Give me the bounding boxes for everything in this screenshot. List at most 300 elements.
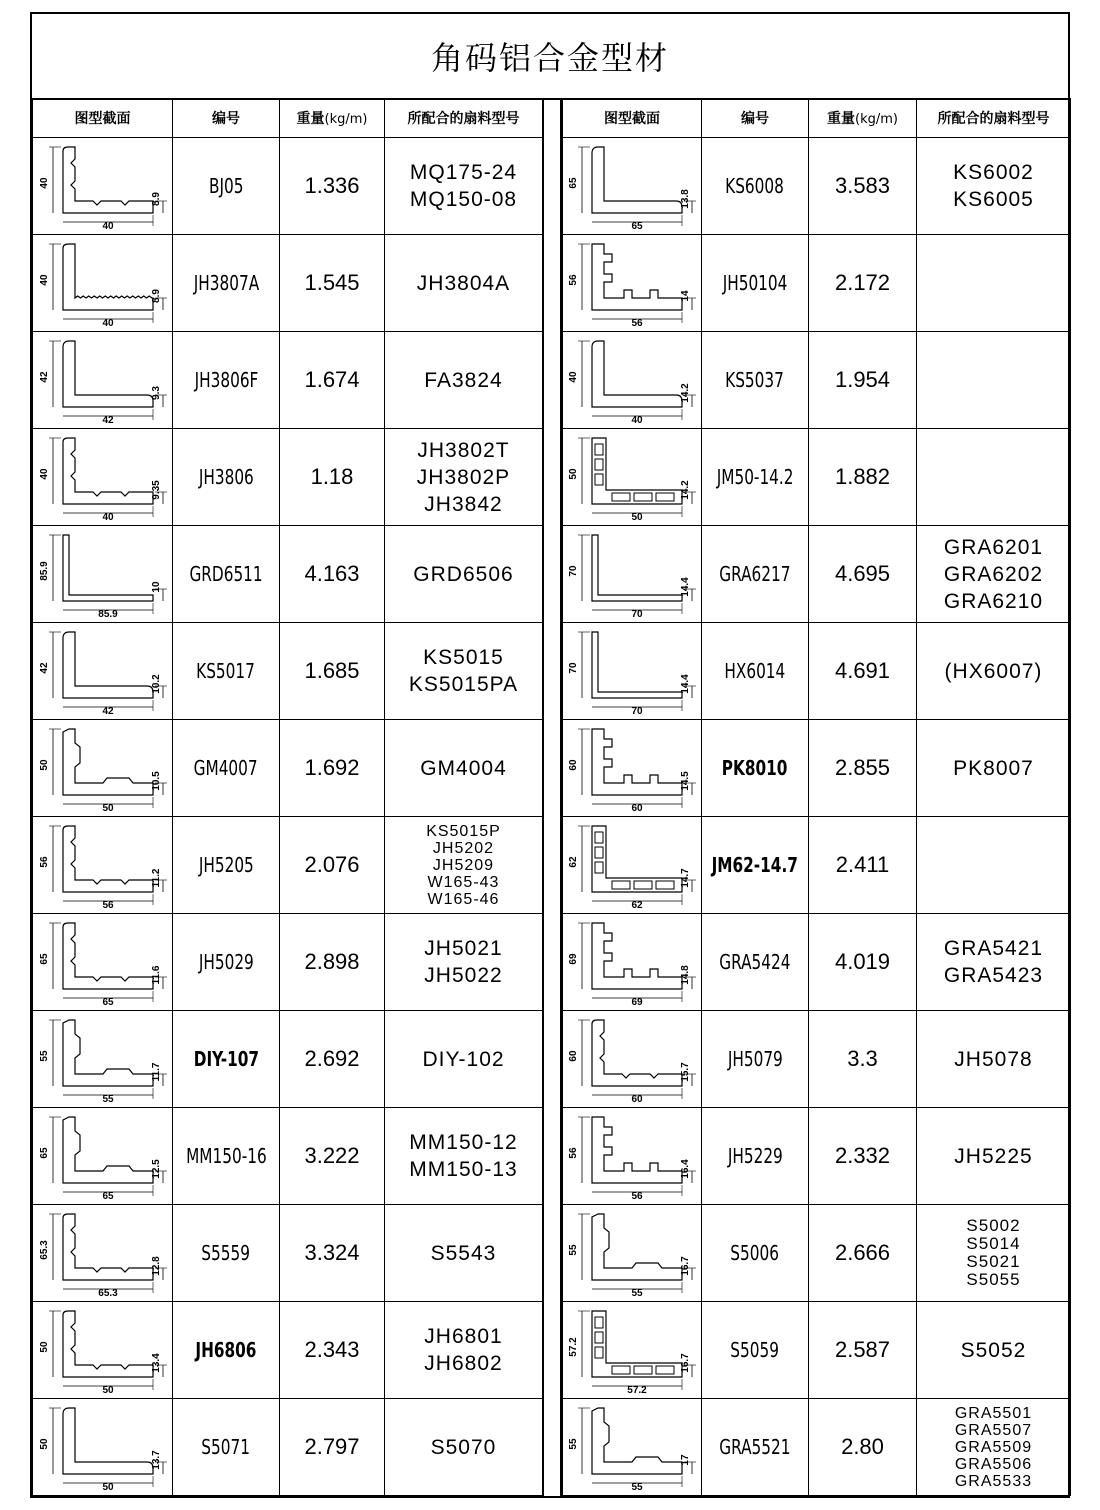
compatible-model: JH5022 [424, 964, 503, 987]
compatible-cell [385, 1011, 543, 1108]
dim-width-label: 42 [101, 706, 114, 717]
profile-outline [63, 1311, 153, 1377]
section-drawing [35, 818, 171, 912]
profile-outline [63, 923, 153, 989]
weight-cell: 2.797 [280, 1399, 385, 1496]
header-section: 图型截面 [33, 99, 173, 138]
compatible-model: GRA6201 [943, 535, 1044, 559]
header-weight-label: 重量 [827, 111, 856, 127]
profile-outline [63, 535, 153, 601]
code-cell [173, 914, 280, 1011]
dim-width-label: 56 [101, 900, 114, 911]
dim-width-label: 65.3 [97, 1288, 118, 1299]
profile-code: GM4007 [194, 756, 258, 780]
compatible-model: DIY-102 [422, 1047, 505, 1071]
compatible-cell [917, 1108, 1071, 1205]
profile-outline [592, 341, 682, 407]
header-weight-label: 重量 [296, 111, 325, 127]
weight-cell: 2.80 [809, 1399, 917, 1496]
profile-outline [63, 632, 153, 698]
compatible-cell [385, 332, 543, 429]
section-drawing-cell [563, 1302, 702, 1399]
dim-thickness-label: 16.4 [680, 1159, 691, 1179]
dim-thickness-label: 13.8 [680, 189, 691, 209]
weight-cell: 2.898 [280, 914, 385, 1011]
dim-thickness-label: 16.7 [680, 1256, 691, 1276]
dim-height-label: 65 [38, 1147, 50, 1159]
section-drawing [35, 430, 171, 524]
compatible-model: MM150-12 [409, 1131, 518, 1154]
code-cell [702, 720, 809, 817]
section-drawing [35, 721, 171, 815]
dim-thickness-label: 14 [680, 290, 691, 302]
dim-width-label: 65 [631, 221, 643, 232]
compatible-cell [917, 720, 1071, 817]
code-cell [702, 1108, 809, 1205]
dim-height-label: 56 [38, 856, 50, 868]
profile-outline [592, 729, 682, 795]
dim-thickness-label: 14.5 [680, 771, 691, 791]
table-row [563, 1302, 1071, 1399]
weight-cell: 2.411 [809, 817, 917, 914]
dim-width-label: 60 [631, 803, 643, 814]
profile-outline [592, 632, 682, 698]
dim-height-label: 40 [38, 274, 50, 286]
weight-cell: 1.18 [280, 429, 385, 526]
table-row [563, 1399, 1071, 1496]
weight-cell: 1.882 [809, 429, 917, 526]
section-drawing-cell [33, 623, 173, 720]
section-drawing [564, 1206, 700, 1300]
weight-cell: 3.3 [809, 1011, 917, 1108]
dim-thickness-label: 11.2 [150, 868, 162, 888]
dim-thickness-label: 17 [680, 1454, 691, 1466]
compatible-model: W165-46 [427, 890, 500, 908]
dim-height-label: 56 [568, 274, 579, 286]
section-drawing-cell [563, 1399, 702, 1496]
left-table-panel [32, 98, 542, 1496]
dim-height-label: 65 [568, 177, 579, 189]
section-drawing-cell [33, 526, 173, 623]
weight-cell: 1.685 [280, 623, 385, 720]
dim-thickness-label: 9.3 [150, 386, 162, 400]
left-header-row [33, 99, 543, 138]
compatible-model: GRA5507 [954, 1421, 1033, 1439]
section-drawing-cell [563, 1011, 702, 1108]
compatible-model: JH3842 [424, 492, 503, 516]
profile-outline [63, 1117, 153, 1183]
profile-cavity [656, 1366, 674, 1374]
right-table-panel [562, 98, 1070, 1496]
profile-outline [63, 244, 153, 310]
table-row [563, 1108, 1071, 1205]
weight-cell: 3.583 [809, 138, 917, 235]
code-cell [173, 138, 280, 235]
header-compatible: 所配合的扇料型号 [385, 99, 543, 138]
compatible-model: FA3824 [424, 368, 503, 392]
code-cell [702, 138, 809, 235]
section-drawing [564, 1012, 700, 1106]
compatible-model: S5052 [960, 1338, 1027, 1362]
profile-outline [63, 1408, 153, 1474]
compatible-cell [917, 1302, 1071, 1399]
dim-thickness-label: 13.7 [150, 1450, 162, 1470]
section-drawing-cell [563, 138, 702, 235]
compatible-model: GRA6210 [943, 589, 1044, 613]
section-drawing-cell [563, 429, 702, 526]
dim-thickness-label: 11.6 [150, 965, 162, 985]
profile-code: S5071 [201, 1435, 251, 1459]
profile-outline [63, 341, 153, 407]
section-drawing-cell [563, 623, 702, 720]
section-drawing-cell [33, 817, 173, 914]
profile-code: S5006 [730, 1241, 780, 1265]
code-cell [702, 623, 809, 720]
dim-width-label: 50 [631, 512, 643, 523]
dim-thickness-label: 16.7 [680, 1353, 691, 1373]
profile-cavity [595, 1332, 603, 1343]
table-row [33, 138, 543, 235]
section-drawing [564, 527, 700, 621]
dim-height-label: 69 [568, 953, 579, 965]
dim-thickness-label: 13.4 [150, 1353, 162, 1373]
code-cell [702, 1399, 809, 1496]
profile-outline [592, 438, 682, 504]
compatible-model: JH5209 [432, 856, 495, 874]
profile-outline [592, 1214, 682, 1280]
table-row [33, 1399, 543, 1496]
compatible-cell [385, 235, 543, 332]
section-drawing [35, 624, 171, 718]
header-code: 编号 [173, 99, 280, 138]
dim-height-label: 40 [38, 177, 50, 189]
dim-width-label: 69 [631, 997, 643, 1008]
compatible-cell [917, 235, 1071, 332]
dim-width-label: 56 [631, 318, 643, 329]
compatible-model: GRA6202 [943, 562, 1044, 586]
section-drawing [564, 430, 700, 524]
compatible-model: JH5021 [424, 937, 503, 960]
profile-cavity [595, 1317, 603, 1328]
dim-height-label: 70 [568, 662, 579, 674]
compatible-model: JH3802P [416, 465, 511, 489]
compatible-model: S5543 [430, 1241, 497, 1265]
compatible-cell [385, 1399, 543, 1496]
compatible-cell [385, 1302, 543, 1399]
dim-width-label: 42 [101, 415, 114, 426]
dim-thickness-label: 10 [150, 581, 162, 593]
dim-thickness-label: 11.7 [150, 1062, 162, 1082]
profile-code: JM50-14.2 [716, 465, 794, 489]
compatible-model: S5021 [966, 1252, 1021, 1271]
table-row [33, 1108, 543, 1205]
table-row [33, 429, 543, 526]
section-drawing [35, 236, 171, 330]
dim-height-label: 65 [38, 953, 50, 965]
weight-cell: 2.587 [809, 1302, 917, 1399]
compatible-cell [385, 914, 543, 1011]
table-row [33, 720, 543, 817]
dim-width-label: 65 [101, 1191, 114, 1202]
profile-code: GRD6511 [189, 562, 263, 586]
dim-width-label: 60 [631, 1094, 643, 1105]
profile-cavity [595, 1347, 603, 1358]
compatible-model: GRA5423 [943, 964, 1044, 987]
table-row [33, 914, 543, 1011]
profile-code: S5059 [730, 1338, 780, 1362]
weight-cell: 1.674 [280, 332, 385, 429]
header-compatible: 所配合的扇料型号 [917, 99, 1071, 138]
compatible-model: JH5225 [954, 1144, 1033, 1168]
dim-width-label: 55 [101, 1094, 114, 1105]
section-drawing [564, 915, 700, 1009]
compatible-model: KS5015PA [408, 673, 519, 696]
dim-width-label: 40 [101, 318, 114, 329]
dim-thickness-label: 14.2 [680, 480, 691, 500]
profile-code: DIY-107 [193, 1047, 259, 1071]
dim-thickness-label: 15.7 [680, 1062, 691, 1082]
section-drawing-cell [33, 914, 173, 1011]
profile-cavity [612, 493, 630, 501]
dim-height-label: 55 [38, 1050, 50, 1062]
dim-height-label: 55 [568, 1438, 579, 1450]
section-drawing [564, 1303, 700, 1397]
profile-outline [592, 535, 682, 601]
section-drawing-cell [33, 235, 173, 332]
compatible-model: PK8007 [953, 756, 1034, 780]
compatible-model: GRA5533 [954, 1472, 1033, 1490]
compatible-model: MQ175-24 [409, 161, 518, 184]
compatible-model: S5070 [430, 1435, 497, 1459]
section-drawing [564, 624, 700, 718]
profile-code: JH3806 [198, 465, 254, 489]
section-drawing-cell [563, 1205, 702, 1302]
dim-height-label: 42 [38, 662, 50, 674]
table-row [563, 526, 1071, 623]
table-row [33, 623, 543, 720]
section-drawing-cell [33, 332, 173, 429]
profile-cavity [634, 1366, 652, 1374]
dim-width-label: 65 [101, 997, 114, 1008]
left-table-body [33, 138, 543, 1496]
profile-cavity [634, 493, 652, 501]
code-cell [173, 235, 280, 332]
table-row [33, 235, 543, 332]
right-table-body [563, 138, 1071, 1496]
compatible-model: MM150-13 [409, 1158, 518, 1181]
dim-height-label: 60 [568, 759, 579, 771]
dim-height-label: 50 [38, 1438, 50, 1450]
compatible-cell [917, 526, 1071, 623]
compatible-model: JH5202 [432, 839, 495, 857]
profile-outline [592, 923, 682, 989]
code-cell [702, 1011, 809, 1108]
dim-width-label: 85.9 [97, 609, 118, 620]
code-cell [173, 817, 280, 914]
compatible-cell [385, 138, 543, 235]
dim-width-label: 40 [631, 415, 643, 426]
section-drawing-cell [563, 332, 702, 429]
code-cell [702, 332, 809, 429]
code-cell [702, 817, 809, 914]
section-drawing [35, 527, 171, 621]
dim-thickness-label: 14.4 [680, 577, 691, 597]
weight-cell: 4.691 [809, 623, 917, 720]
code-cell [173, 332, 280, 429]
profile-code: HX6014 [724, 659, 786, 683]
section-drawing-cell [563, 817, 702, 914]
weight-cell: 2.855 [809, 720, 917, 817]
weight-cell: 1.545 [280, 235, 385, 332]
compatible-cell [917, 138, 1071, 235]
weight-cell: 4.163 [280, 526, 385, 623]
dim-width-label: 70 [631, 609, 643, 620]
section-drawing [564, 721, 700, 815]
compatible-cell [385, 720, 543, 817]
header-weight-unit: (kg/m) [855, 112, 898, 127]
compatible-cell [385, 1108, 543, 1205]
weight-cell: 1.692 [280, 720, 385, 817]
dim-height-label: 56 [568, 1147, 579, 1159]
section-drawing [35, 1400, 171, 1494]
header-code: 编号 [702, 99, 809, 138]
header-weight [809, 99, 917, 138]
compatible-model: GM4004 [420, 756, 507, 780]
section-drawing-cell [33, 429, 173, 526]
table-row [33, 526, 543, 623]
compatible-cell [917, 623, 1071, 720]
profile-code: JM62-14.7 [711, 853, 799, 877]
table-row [33, 332, 543, 429]
profile-outline [592, 147, 682, 213]
catalog-sheet [30, 12, 1070, 1498]
section-drawing [35, 1012, 171, 1106]
dim-thickness-label: 10.5 [150, 771, 162, 791]
section-drawing-cell [33, 1108, 173, 1205]
dim-width-label: 62 [631, 900, 643, 911]
dim-height-label: 50 [568, 468, 579, 480]
profile-cavity [612, 1366, 630, 1374]
profile-code: JH50104 [722, 271, 788, 295]
code-cell [173, 720, 280, 817]
profile-outline [592, 1020, 682, 1086]
compatible-cell [385, 817, 543, 914]
profile-cavity [595, 444, 603, 455]
section-drawing-cell [563, 914, 702, 1011]
dim-height-label: 57.2 [568, 1337, 579, 1357]
dim-thickness-label: 14.2 [680, 383, 691, 403]
profile-cavity [595, 847, 603, 858]
dim-height-label: 40 [38, 468, 50, 480]
dim-width-label: 40 [101, 512, 114, 523]
compatible-model: GRA5509 [954, 1438, 1033, 1456]
code-cell [702, 914, 809, 1011]
section-drawing [564, 818, 700, 912]
profile-cavity [656, 493, 674, 501]
weight-cell: 2.172 [809, 235, 917, 332]
section-drawing-cell [33, 1302, 173, 1399]
code-cell [702, 1302, 809, 1399]
compatible-model: JH3802T [417, 438, 510, 462]
weight-cell: 3.222 [280, 1108, 385, 1205]
section-drawing [564, 1400, 700, 1494]
section-drawing [564, 139, 700, 233]
profile-code: JH5229 [727, 1144, 783, 1168]
code-cell [173, 1399, 280, 1496]
profile-cavity [595, 459, 603, 470]
table-row [563, 332, 1071, 429]
section-drawing-cell [33, 1011, 173, 1108]
weight-cell: 4.019 [809, 914, 917, 1011]
table-row [33, 1011, 543, 1108]
compatible-cell [917, 429, 1071, 526]
section-drawing [564, 333, 700, 427]
compatible-cell [917, 1011, 1071, 1108]
section-drawing [564, 1109, 700, 1203]
profile-cavity [656, 881, 674, 889]
profile-outline [592, 1311, 682, 1377]
profile-code: PK8010 [722, 756, 788, 780]
compatible-cell [385, 1205, 543, 1302]
profile-outline [592, 1408, 682, 1474]
section-drawing-cell [563, 1108, 702, 1205]
profile-cavity [595, 474, 603, 485]
dim-width-label: 57.2 [627, 1385, 647, 1396]
header-weight [280, 99, 385, 138]
dim-width-label: 50 [101, 1482, 114, 1493]
dim-width-label: 56 [631, 1191, 643, 1202]
profile-code: KS6008 [725, 174, 785, 198]
dim-thickness-label: 8.9 [150, 192, 162, 206]
dim-thickness-label: 12.5 [150, 1159, 162, 1179]
dim-width-label: 50 [101, 1385, 114, 1396]
table-row [563, 817, 1071, 914]
profile-cavity [612, 881, 630, 889]
code-cell [702, 526, 809, 623]
compatible-model: KS6002 [953, 161, 1034, 184]
section-drawing-cell [33, 1205, 173, 1302]
compatible-model: W165-43 [427, 873, 500, 891]
compatible-model: GRA5506 [954, 1455, 1033, 1473]
weight-cell: 2.332 [809, 1108, 917, 1205]
weight-cell: 1.954 [809, 332, 917, 429]
table-row [563, 1205, 1071, 1302]
page-title: 角码铝合金型材 [32, 14, 1068, 100]
table-row [563, 235, 1071, 332]
dim-height-label: 40 [568, 371, 579, 383]
profile-code: GRA5521 [719, 1435, 791, 1459]
profile-code: JH3806F [194, 368, 258, 392]
dim-thickness-label: 14.8 [680, 965, 691, 985]
dim-height-label: 55 [568, 1244, 579, 1256]
profile-outline [63, 147, 153, 213]
table-row [563, 1011, 1071, 1108]
section-drawing [35, 915, 171, 1009]
right-profile-table [562, 98, 1071, 1496]
compatible-model: GRA5501 [954, 1404, 1033, 1422]
table-row [563, 138, 1071, 235]
weight-cell: 4.695 [809, 526, 917, 623]
weight-cell: 2.692 [280, 1011, 385, 1108]
dim-height-label: 70 [568, 565, 579, 577]
compatible-model: GRD6506 [413, 562, 514, 586]
code-cell [173, 526, 280, 623]
profile-code: KS5037 [725, 368, 785, 392]
weight-cell: 3.324 [280, 1205, 385, 1302]
dim-thickness-label: 14.4 [680, 674, 691, 694]
profile-outline [63, 1214, 153, 1280]
compatible-cell [917, 817, 1071, 914]
